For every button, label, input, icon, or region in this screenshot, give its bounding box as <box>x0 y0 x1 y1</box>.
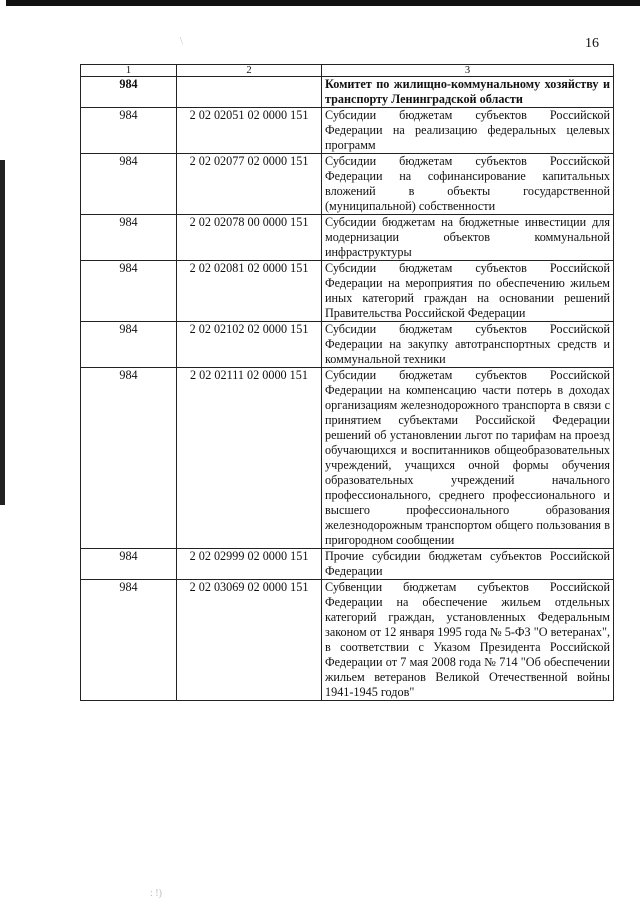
description-cell: Субвенции бюджетам субъектов Российской Федерации на обеспечение жильем отдельных категорий граждан, установленных Федеральным законом от 12 января 1995 года № 5-ФЗ "О ветеранах", в соответствии с Указом Президента Российской Федерации от 7 мая 2008 года № 714 "Об обеспечении жильем ветеранов Великой Отечественной войны 1941-1945 годов" <box>322 580 614 701</box>
budget-codes-table <box>80 64 614 701</box>
scan-margin-bar <box>0 160 5 505</box>
table-row <box>81 368 614 549</box>
code-cell: 984 <box>81 322 177 368</box>
kbk-cell: 2 02 02111 02 0000 151 <box>177 368 322 549</box>
table-row <box>81 261 614 322</box>
kbk-cell <box>177 77 322 108</box>
column-header-2: 2 <box>177 65 322 77</box>
table-row <box>81 215 614 261</box>
description-cell: Прочие субсидии бюджетам субъектов Российской Федерации <box>322 549 614 580</box>
code-cell: 984 <box>81 154 177 215</box>
code-cell: 984 <box>81 549 177 580</box>
table-row <box>81 580 614 701</box>
scan-marks-bottom: : !) <box>150 888 162 899</box>
column-header-1: 1 <box>81 65 177 77</box>
table-body <box>81 77 614 701</box>
description-cell: Комитет по жилищно-коммунальному хозяйству и транспорту Ленинградской области <box>322 77 614 108</box>
table-row <box>81 154 614 215</box>
kbk-cell: 2 02 02078 00 0000 151 <box>177 215 322 261</box>
description-cell: Субсидии бюджетам субъектов Российской Федерации на мероприятия по обеспечению жильем иных категорий граждан на основании решений Правительства Российской Федерации <box>322 261 614 322</box>
code-cell: 984 <box>81 580 177 701</box>
table-row <box>81 322 614 368</box>
code-cell: 984 <box>81 261 177 322</box>
description-cell: Субсидии бюджетам субъектов Российской Федерации на софинансирование капитальных вложений в объекты государственной (муниципальной) собственности <box>322 154 614 215</box>
kbk-cell: 2 02 02051 02 0000 151 <box>177 108 322 154</box>
kbk-cell: 2 02 03069 02 0000 151 <box>177 580 322 701</box>
top-border-rule <box>6 0 640 6</box>
code-cell: 984 <box>81 108 177 154</box>
table-row <box>81 549 614 580</box>
description-cell: Субсидии бюджетам субъектов Российской Федерации на компенсацию части потерь в доходах организациям железнодорожного транспорта в связи с принятием субъектами Российской Федерации решений об установлении льгот по тарифам на проезд обучающихся и воспитанников общеобразовательных учреждений, учащихся очной формы обучения образовательных учреждений начального профессионального, среднего профессионального и высшего профессионального образования железнодорожным транспортом общего пользования в пригородном сообщении <box>322 368 614 549</box>
description-cell: Субсидии бюджетам на бюджетные инвестиции для модернизации объектов коммунальной инфраструктуры <box>322 215 614 261</box>
code-cell: 984 <box>81 215 177 261</box>
kbk-cell: 2 02 02077 02 0000 151 <box>177 154 322 215</box>
description-cell: Субсидии бюджетам субъектов Российской Федерации на закупку автотранспортных средств и коммунальной техники <box>322 322 614 368</box>
kbk-cell: 2 02 02999 02 0000 151 <box>177 549 322 580</box>
table-row <box>81 108 614 154</box>
column-header-3: 3 <box>322 65 614 77</box>
scan-mark-top: \ <box>180 36 183 47</box>
kbk-cell: 2 02 02081 02 0000 151 <box>177 261 322 322</box>
code-cell: 984 <box>81 77 177 108</box>
page-number: 16 <box>585 36 599 51</box>
table-header-row <box>81 65 614 77</box>
code-cell: 984 <box>81 368 177 549</box>
kbk-cell: 2 02 02102 02 0000 151 <box>177 322 322 368</box>
table-row <box>81 77 614 108</box>
description-cell: Субсидии бюджетам субъектов Российской Федерации на реализацию федеральных целевых программ <box>322 108 614 154</box>
